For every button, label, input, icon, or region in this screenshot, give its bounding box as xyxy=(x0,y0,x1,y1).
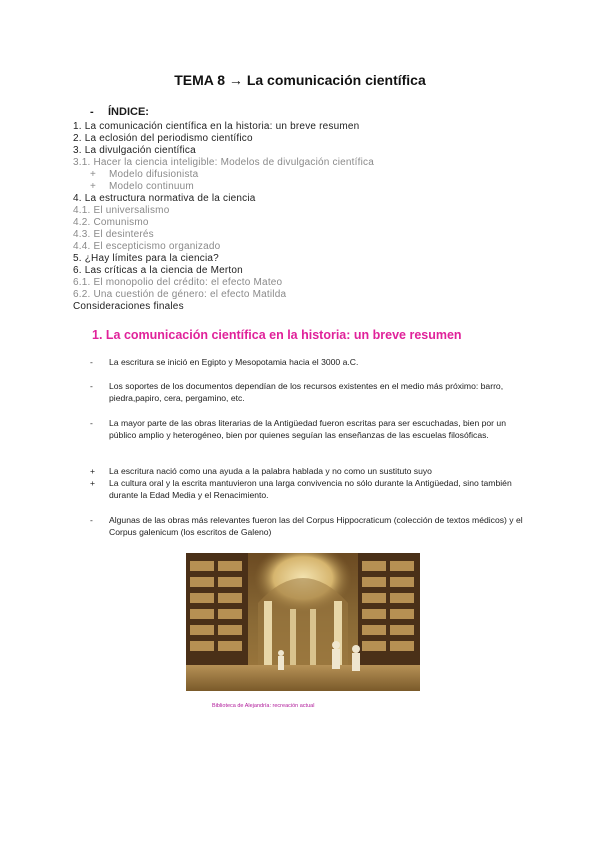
bullet-item xyxy=(90,465,530,477)
toc-item: 1. La comunicación científica en la historia: un breve resumen xyxy=(73,121,360,132)
toc-item: 2. La eclosión del periodismo científico xyxy=(73,133,253,144)
toc-item: 4.1. El universalismo xyxy=(73,205,170,216)
toc-item-label: Modelo continuum xyxy=(109,181,194,192)
toc-item: 6. Las críticas a la ciencia de Merton xyxy=(73,265,243,276)
toc-item xyxy=(73,169,533,181)
bullet-marker: + xyxy=(90,478,96,488)
bullet-marker: - xyxy=(90,515,93,525)
bullet-marker: - xyxy=(90,418,93,428)
toc-item: 3. La divulgación científica xyxy=(73,145,196,156)
bullet-marker: + xyxy=(90,466,96,476)
section-heading: 1. La comunicación científica en la historia: un breve resumen xyxy=(92,328,462,342)
bullet-marker: - xyxy=(90,357,93,367)
bullet-text: La escritura nació como una ayuda a la palabra hablada y no como un sustituto suyo xyxy=(109,466,432,476)
bullet-marker: - xyxy=(90,381,93,391)
toc-item-label: Modelo difusionista xyxy=(109,169,199,180)
index-marker: - xyxy=(90,106,94,118)
index-heading xyxy=(90,106,149,118)
library-illustration-icon xyxy=(186,553,420,691)
toc-item: 4. La estructura normativa de la ciencia xyxy=(73,193,256,204)
toc-item: Consideraciones finales xyxy=(73,301,184,312)
figure-caption: Biblioteca de Alejandría: recreación actual xyxy=(212,703,315,709)
toc-item: 4.2. Comunismo xyxy=(73,217,149,228)
bullet-item xyxy=(90,417,530,442)
toc-item: 6.2. Una cuestión de género: el efecto Matilda xyxy=(73,289,287,300)
bullet-item xyxy=(90,477,530,502)
toc-item: 5. ¿Hay límites para la ciencia? xyxy=(73,253,219,264)
toc-item: 6.1. El monopolio del crédito: el efecto Mateo xyxy=(73,277,283,288)
bullet-item xyxy=(90,356,530,368)
bullet-text: Los soportes de los documentos dependían de los recursos existentes en el medio más próximo: barro, piedra,papiro, cera, pergamino, etc. xyxy=(109,381,504,404)
bullet-text: Algunas de las obras más relevantes fueron las del Corpus Hippocraticum (colección de textos médicos) y el Corpus galenicum (los escritos de Galeno) xyxy=(109,515,523,538)
bullet-text: La mayor parte de las obras literarias de la Antigüedad fueron escritas para ser escuchadas, bien por un público amplio y heterogéneo, bien por quienes seguían las enseñanzas de las escuelas filosóficas. xyxy=(109,418,506,441)
plus-marker: + xyxy=(90,181,97,192)
index-label: ÍNDICE: xyxy=(108,106,149,118)
document-title: TEMA 8 → La comunicación científica xyxy=(174,72,426,88)
toc-item: 4.3. El desinterés xyxy=(73,229,154,240)
table-of-contents xyxy=(73,121,533,313)
bullet-item xyxy=(90,380,530,405)
bullet-text: La escritura se inició en Egipto y Mesopotamia hacia el 3000 a.C. xyxy=(109,357,359,367)
toc-item xyxy=(73,181,533,193)
bullet-item xyxy=(90,514,530,539)
toc-item: 4.4. El escepticismo organizado xyxy=(73,241,221,252)
plus-marker: + xyxy=(90,169,97,180)
toc-item: 3.1. Hacer la ciencia inteligible: Modelos de divulgación científica xyxy=(73,157,374,168)
bullet-text: La cultura oral y la escrita mantuvieron una larga convivencia no sólo durante la Antigüedad, sino también durante la Edad Media y el Renacimiento. xyxy=(109,478,512,501)
